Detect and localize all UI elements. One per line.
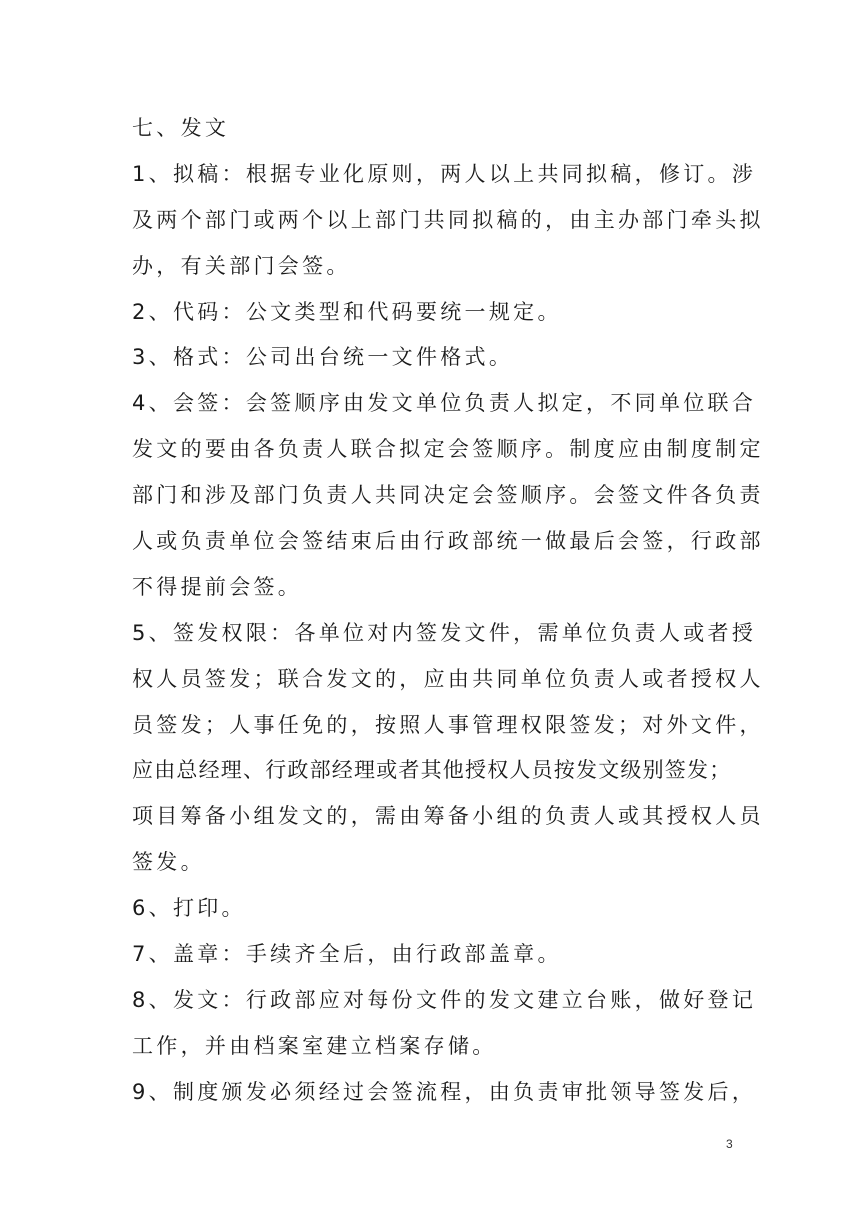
text-line: 发文的要由各负责人联合拟定会签顺序。制度应由制度制定: [132, 437, 764, 462]
text-line: 不得提前会签。: [132, 574, 303, 599]
text-line: 办，有关部门会签。: [132, 253, 351, 278]
text-line: 5、签发权限：各单位对内签发文件，需单位负责人或者授: [132, 620, 757, 645]
document-body: [132, 106, 764, 1116]
text-line: 权人员签发；联合发文的，应由共同单位负责人或者授权人: [132, 666, 764, 691]
text-line: 6、打印。: [132, 896, 246, 921]
section-heading: 七、发文: [132, 116, 230, 140]
text-line: 4、会签：会签顺序由发文单位负责人拟定，不同单位联合: [132, 391, 757, 416]
text-line: 3、格式：公司出台统一文件格式。: [132, 345, 514, 370]
text-line: 人或负责单位会签结束后由行政部统一做最后会签，行政部: [132, 529, 764, 554]
text-line: 8、发文：行政部应对每份文件的发文建立台账，做好登记: [132, 987, 757, 1012]
text-line: 应由总经理、行政部经理或者其他授权人员按发文级别签发；: [132, 758, 732, 783]
text-line: 员签发；人事任免的，按照人事管理权限签发；对外文件，: [132, 712, 764, 737]
text-line: 1、拟稿：根据专业化原则，两人以上共同拟稿，修订。涉: [132, 161, 757, 186]
text-line: 及两个部门或两个以上部门共同拟稿的，由主办部门牵头拟: [132, 207, 764, 232]
text-line: 9、制度颁发必须经过会签流程，由负责审批领导签发后，: [132, 1079, 757, 1104]
text-line: 部门和涉及部门负责人共同决定会签顺序。会签文件各负责: [132, 483, 764, 508]
text-line: 签发。: [132, 850, 205, 875]
page-number: 3: [726, 1137, 733, 1151]
text-line: 工作，并由档案室建立档案存储。: [132, 1033, 497, 1058]
text-line: 2、代码：公文类型和代码要统一规定。: [132, 299, 562, 324]
text-line: 7、盖章：手续齐全后，由行政部盖章。: [132, 942, 562, 967]
text-line: 项目筹备小组发文的，需由筹备小组的负责人或其授权人员: [132, 804, 764, 829]
